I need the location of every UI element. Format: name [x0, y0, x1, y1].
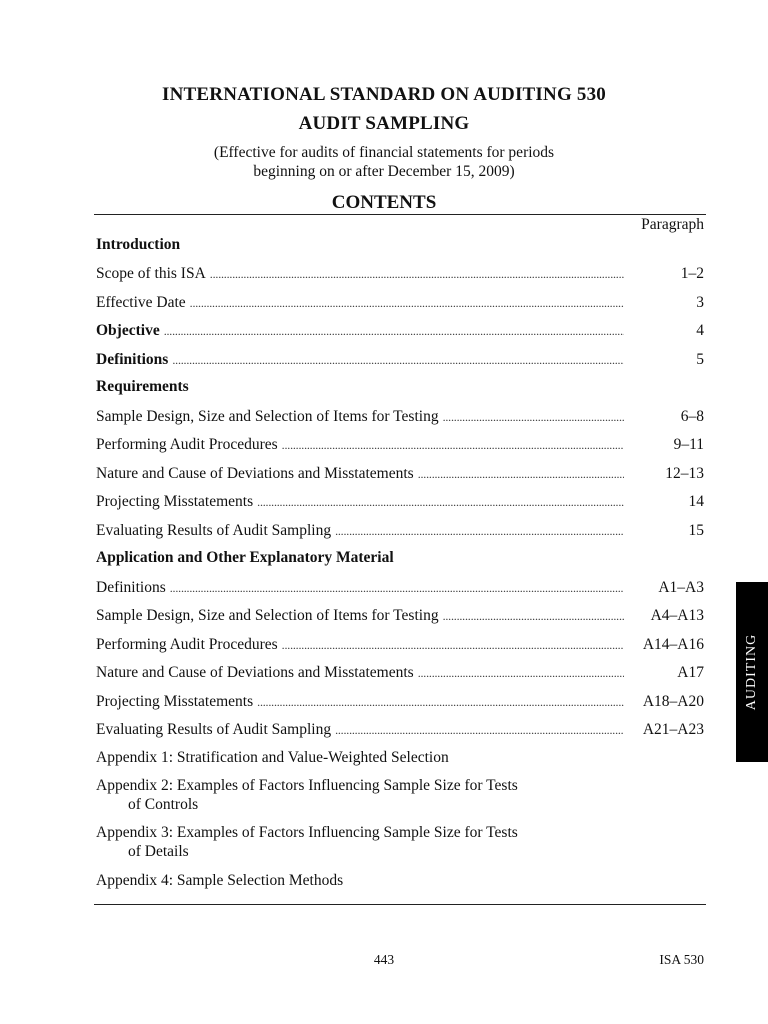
- footer-standard-label: ISA 530: [659, 952, 704, 967]
- section-heading-introduction: Introduction: [96, 236, 181, 253]
- toc-entry-label: Sample Design, Size and Selection of Items for Testing: [96, 408, 439, 425]
- section-side-tab: [736, 582, 768, 762]
- dot-leader: [282, 435, 624, 455]
- dot-leader: [418, 663, 624, 683]
- appendix-label: Appendix 2: Examples of Factors Influencing Sample Size for Tests: [96, 777, 518, 794]
- top-divider: [94, 214, 706, 215]
- toc-entry-label: Projecting Misstatements: [96, 693, 254, 710]
- toc-entry-label: Definitions: [96, 579, 166, 596]
- toc-entry-req-performing[interactable]: [96, 435, 704, 455]
- toc-entry-label: Performing Audit Procedures: [96, 636, 278, 653]
- dot-leader: [335, 521, 624, 541]
- toc-entry-paragraph: 12–13: [665, 465, 704, 482]
- toc-entry-label: Evaluating Results of Audit Sampling: [96, 721, 332, 738]
- toc-entry-effective-date[interactable]: [96, 293, 704, 313]
- toc-entry-paragraph: 3: [696, 294, 704, 311]
- toc-entry-paragraph: 9–11: [673, 436, 704, 453]
- page-number: 443: [373, 952, 395, 967]
- toc-entry-label: Performing Audit Procedures: [96, 436, 278, 453]
- toc-entry-label: Definitions: [96, 351, 169, 368]
- toc-entry-label: Effective Date: [96, 294, 186, 311]
- toc-appendix-4[interactable]: [96, 871, 343, 890]
- toc-appendix-2[interactable]: [96, 776, 518, 814]
- toc-entry-label: Projecting Misstatements: [96, 493, 254, 510]
- section-heading-requirements: Requirements: [96, 378, 189, 395]
- dot-leader: [190, 293, 624, 313]
- toc-entry-req-nature[interactable]: [96, 464, 704, 484]
- toc-entry-paragraph: A1–A3: [658, 579, 704, 596]
- dot-leader: [164, 321, 624, 341]
- toc-entry-label: Nature and Cause of Deviations and Misstatements: [96, 664, 414, 681]
- paragraph-column-label: Paragraph: [641, 216, 704, 233]
- appendix-label: Appendix 3: Examples of Factors Influencing Sample Size for Tests: [96, 824, 518, 841]
- dot-leader: [418, 464, 624, 484]
- toc-appendix-3[interactable]: [96, 823, 518, 861]
- toc-entry-label: Evaluating Results of Audit Sampling: [96, 522, 332, 539]
- toc-entry-definitions[interactable]: [96, 350, 704, 370]
- dot-leader: [170, 578, 624, 598]
- toc-entry-paragraph: A17: [677, 664, 704, 681]
- toc-entry-label: Nature and Cause of Deviations and Misstatements: [96, 465, 414, 482]
- toc-entry-paragraph: A18–A20: [642, 693, 704, 710]
- section-heading-application: Application and Other Explanatory Material: [96, 549, 394, 566]
- toc-entry-label: Objective: [96, 322, 160, 339]
- toc-entry-app-projecting[interactable]: [96, 692, 704, 712]
- dot-leader: [172, 350, 624, 370]
- toc-entry-req-projecting[interactable]: [96, 492, 704, 512]
- dot-leader: [443, 606, 624, 626]
- appendix-label-continued: of Controls: [128, 796, 199, 813]
- toc-entry-app-evaluating[interactable]: [96, 720, 704, 740]
- toc-entry-paragraph: 1–2: [680, 265, 704, 282]
- effective-date-note: [0, 143, 768, 181]
- toc-entry-app-performing[interactable]: [96, 635, 704, 655]
- appendix-label: Appendix 4: Sample Selection Methods: [96, 872, 344, 889]
- appendix-label: Appendix 1: Stratification and Value-Weighted Selection: [96, 749, 449, 766]
- toc-entry-app-sample-design[interactable]: [96, 606, 704, 626]
- toc-entry-req-evaluating[interactable]: [96, 521, 704, 541]
- dot-leader: [210, 264, 624, 284]
- toc-entry-req-sample-design[interactable]: [96, 407, 704, 427]
- toc-entry-scope[interactable]: [96, 264, 704, 284]
- toc-entry-paragraph: 6–8: [680, 408, 704, 425]
- effective-line-1: (Effective for audits of financial statements for periods: [213, 144, 555, 161]
- appendix-label-continued: of Details: [128, 843, 189, 860]
- toc-entry-label: Scope of this ISA: [96, 265, 206, 282]
- dot-leader: [282, 635, 624, 655]
- document-title: INTERNATIONAL STANDARD ON AUDITING 530: [162, 84, 606, 105]
- toc-entry-app-nature[interactable]: [96, 663, 704, 683]
- toc-entry-paragraph: A4–A13: [650, 607, 704, 624]
- contents-heading: CONTENTS: [331, 192, 437, 213]
- toc-entry-paragraph: 14: [688, 493, 704, 510]
- toc-appendix-1[interactable]: [96, 748, 449, 767]
- toc-entry-objective[interactable]: [96, 321, 704, 341]
- toc-entry-paragraph: A14–A16: [642, 636, 704, 653]
- dot-leader: [257, 692, 624, 712]
- bottom-divider: [94, 904, 706, 905]
- toc-entry-app-definitions[interactable]: [96, 578, 704, 598]
- toc-entry-label: Sample Design, Size and Selection of Items for Testing: [96, 607, 439, 624]
- dot-leader: [257, 492, 624, 512]
- side-tab-label: AUDITING: [744, 633, 759, 711]
- toc-entry-paragraph: 15: [688, 522, 704, 539]
- dot-leader: [335, 720, 624, 740]
- dot-leader: [443, 407, 624, 427]
- document-subtitle: AUDIT SAMPLING: [298, 113, 470, 134]
- toc-entry-paragraph: A21–A23: [642, 721, 704, 738]
- effective-line-2: beginning on or after December 15, 2009): [253, 163, 515, 180]
- toc-entry-paragraph: 4: [696, 322, 704, 339]
- toc-entry-paragraph: 5: [696, 351, 704, 368]
